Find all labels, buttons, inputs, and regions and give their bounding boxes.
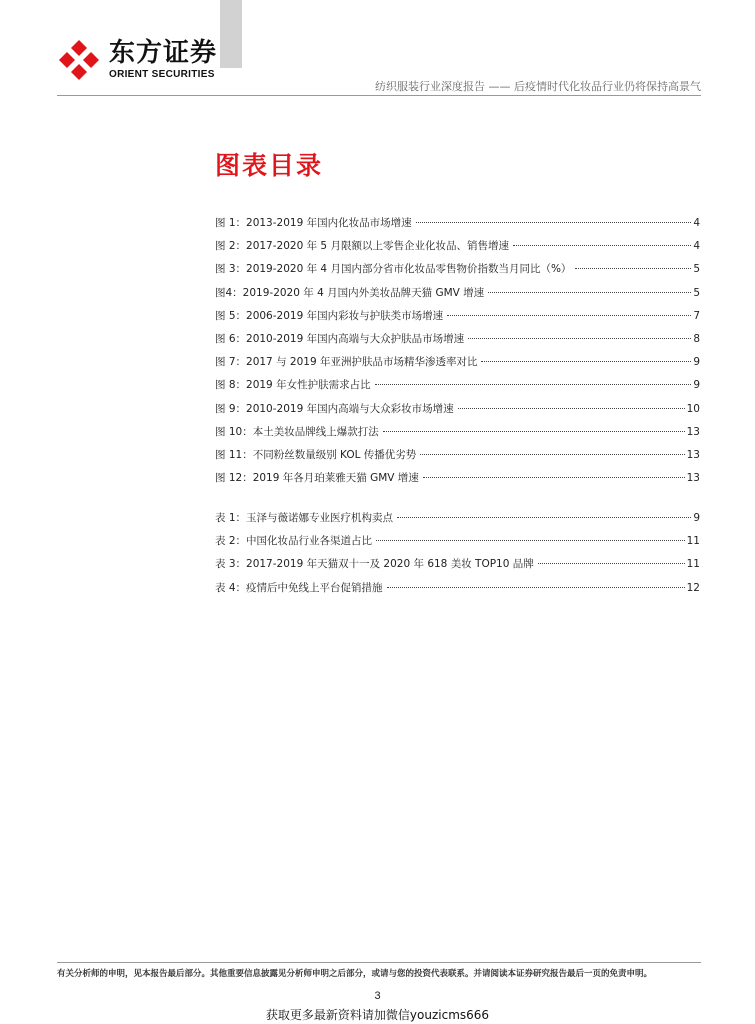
toc-entry-page: 8 [693, 332, 700, 345]
toc-leader-dots [538, 563, 685, 564]
toc-entry-label: 图 11：不同粉丝数量级别 KOL 传播优劣势 [215, 448, 417, 461]
toc-figure-entry[interactable] [215, 212, 700, 235]
toc-figure-entry[interactable] [215, 351, 700, 374]
brand-name-cn: 东方证券 [109, 38, 218, 68]
toc-leader-dots [481, 361, 691, 362]
toc-entry-label: 图 1：2013-2019 年国内化妆品市场增速 [215, 217, 412, 229]
toc-table-entry[interactable] [215, 577, 700, 600]
toc-entry-page: 13 [686, 448, 700, 461]
toc-entry-page: 7 [693, 309, 700, 322]
toc-entry-label: 图 5：2006-2019 年国内彩妆与护肤类市场增速 [215, 309, 444, 322]
toc-leader-dots [416, 222, 692, 223]
toc-figure-entry[interactable] [215, 235, 700, 258]
toc-entry-label: 图 12：2019 年各月珀莱雅天猫 GMV 增速 [215, 472, 419, 485]
toc-leader-dots [575, 268, 691, 269]
header-grey-block [220, 0, 242, 68]
toc-figure-entry[interactable] [215, 467, 700, 490]
toc-entry-page: 10 [686, 402, 700, 415]
page-number: 3 [374, 990, 381, 1002]
toc-entry-label: 表 2：中国化妆品行业各渠道占比 [215, 535, 373, 548]
toc-figure-entry[interactable] [215, 421, 700, 444]
toc-leader-dots [488, 292, 691, 293]
toc-leader-dots [383, 431, 685, 432]
toc-figure-entry[interactable] [215, 398, 700, 421]
toc-entry-page: 4 [693, 240, 700, 253]
toc-entry-page: 13 [686, 425, 700, 438]
toc-leader-dots [376, 540, 685, 541]
table-list [215, 507, 700, 600]
toc-entry-label: 表 3：2017-2019 年天猫双十一及 2020 年 618 美妆 TOP10 品牌 [215, 558, 534, 571]
toc-leader-dots [458, 408, 685, 409]
toc-entry-label: 图 9：2010-2019 年国内高端与大众彩妆市场增速 [215, 402, 454, 415]
toc-entry-page: 11 [686, 535, 700, 548]
toc-table-entry[interactable] [215, 507, 700, 530]
toc-entry-page: 9 [693, 356, 700, 369]
toc-entry-page: 9 [693, 512, 700, 524]
toc-title: 图表目录 [215, 151, 324, 180]
toc-entry-label: 图4：2019-2020 年 4 月国内外美妆品牌天猫 GMV 增速 [215, 286, 485, 299]
toc-leader-dots [513, 245, 691, 246]
toc-figure-entry[interactable] [215, 305, 700, 328]
orient-securities-logo [57, 38, 217, 82]
toc-figure-entry[interactable] [215, 328, 700, 351]
toc-entry-page: 4 [693, 217, 700, 229]
header-divider [57, 95, 701, 96]
brand-name-en: ORIENT SECURITIES [109, 69, 215, 80]
toc-entry-page: 13 [686, 472, 700, 485]
watermark-text: 获取更多最新资料请加微信youzicms666 [265, 1008, 490, 1022]
report-header-title: 纺织服装行业深度报告 —— 后疫情时代化妆品行业仍将保持高景气 [375, 80, 701, 93]
toc-entry-label: 图 3：2019-2020 年 4 月国内部分省市化妆品零售物价指数当月同比（%） [215, 263, 572, 276]
toc-entry-page: 5 [693, 286, 700, 299]
toc-leader-dots [375, 384, 692, 385]
toc-entry-page: 9 [693, 379, 700, 392]
toc-entry-page: 5 [693, 263, 700, 276]
toc-figure-entry[interactable] [215, 374, 700, 397]
toc-leader-dots [387, 587, 685, 588]
toc-leader-dots [397, 517, 691, 518]
toc-entry-label: 图 8：2019 年女性护肤需求占比 [215, 379, 371, 392]
footer-divider [57, 962, 701, 963]
toc-table-entry[interactable] [215, 553, 700, 576]
toc-entry-label: 表 4：疫情后中免线上平台促销措施 [215, 581, 383, 594]
footer-disclaimer: 有关分析师的申明，见本报告最后部分。其他重要信息披露见分析师申明之后部分，或请与您的投资代表联系。并请阅读本证券研究报告最后一页的免责申明。 [57, 969, 653, 979]
toc-entry-page: 11 [686, 558, 700, 571]
toc-leader-dots [447, 315, 691, 316]
toc-entry-page: 12 [686, 581, 700, 594]
toc-entry-label: 图 2：2017-2020 年 5 月限额以上零售企业化妆品、销售增速 [215, 240, 509, 253]
toc-entry-label: 表 1：玉泽与薇诺娜专业医疗机构卖点 [215, 512, 394, 524]
toc-figure-entry[interactable] [215, 282, 700, 305]
toc-figure-entry[interactable] [215, 444, 700, 467]
toc-figure-entry[interactable] [215, 258, 700, 281]
toc-leader-dots [423, 477, 685, 478]
toc-entry-label: 图 6：2010-2019 年国内高端与大众护肤品市场增速 [215, 332, 465, 345]
figure-list [215, 212, 700, 490]
toc-entry-label: 图 7：2017 与 2019 年亚洲护肤品市场精华渗透率对比 [215, 356, 478, 369]
toc-leader-dots [420, 454, 684, 455]
toc-entry-label: 图 10：本土美妆品牌线上爆款打法 [215, 425, 379, 438]
toc-leader-dots [468, 338, 691, 339]
toc-table-entry[interactable] [215, 530, 700, 553]
orient-logo-icon [57, 38, 101, 82]
